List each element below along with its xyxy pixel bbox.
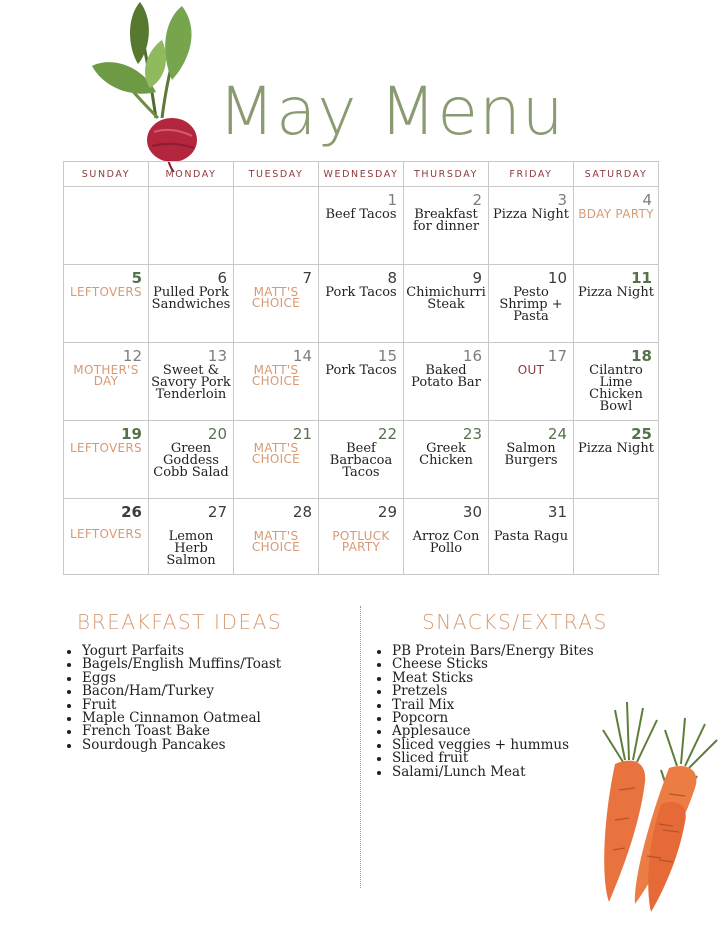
list-item: Meat Sticks	[374, 672, 594, 685]
day-cell	[64, 265, 149, 343]
day-number: 5	[131, 269, 142, 287]
meal-text: LEFTOVERS	[70, 285, 142, 299]
snacks-extras-list	[374, 645, 594, 779]
day-number: 13	[207, 347, 227, 365]
day-cell	[234, 265, 319, 343]
weekday-wednesday: WEDNESDAY	[319, 162, 404, 187]
day-cell	[574, 187, 659, 265]
day-cell	[64, 343, 149, 421]
day-number: 29	[377, 503, 397, 521]
meal-text: MATT'S CHOICE	[251, 529, 301, 554]
day-number: 6	[217, 269, 227, 287]
day-number: 30	[462, 503, 482, 521]
day-number: 2	[472, 191, 482, 209]
day-number: 28	[292, 503, 312, 521]
meal-text: Lemon Herb Salmon	[166, 529, 216, 568]
snacks-extras-heading: SNACKS/EXTRAS	[422, 610, 608, 634]
meal-text: MATT'S CHOICE	[251, 441, 301, 466]
day-number: 26	[121, 503, 142, 521]
day-cell	[574, 343, 659, 421]
meal-text: Green Goddess Cobb Salad	[153, 441, 229, 480]
day-cell	[574, 265, 659, 343]
day-number: 3	[557, 191, 567, 209]
day-cell	[234, 421, 319, 499]
week-row	[64, 421, 659, 499]
list-item: Yogurt Parfaits	[64, 645, 281, 658]
day-number: 23	[462, 425, 482, 443]
day-cell	[489, 499, 574, 575]
day-number: 14	[292, 347, 312, 365]
meal-text: Chimichurri Steak	[406, 285, 486, 312]
meal-text: Beef Barbacoa Tacos	[329, 441, 393, 480]
week-row	[64, 187, 659, 265]
meal-text: Pulled Pork Sandwiches	[151, 285, 231, 312]
day-cell	[234, 499, 319, 575]
day-cell	[404, 343, 489, 421]
list-item: Popcorn	[374, 712, 594, 725]
day-number: 17	[547, 347, 567, 365]
list-item: PB Protein Bars/Energy Bites	[374, 645, 594, 658]
meal-text: Pizza Night	[578, 441, 654, 456]
day-number: 24	[547, 425, 567, 443]
meal-text: Cilantro Lime Chicken Bowl	[589, 363, 643, 414]
day-number: 9	[472, 269, 482, 287]
day-cell	[489, 265, 574, 343]
day-number: 1	[387, 191, 397, 209]
day-cell	[404, 499, 489, 575]
day-cell	[149, 421, 234, 499]
day-cell	[404, 265, 489, 343]
weekday-friday: FRIDAY	[489, 162, 574, 187]
list-item: Bacon/Ham/Turkey	[64, 685, 281, 698]
carrots-illustration	[585, 690, 720, 912]
list-item: French Toast Bake	[64, 725, 281, 738]
meal-text: Pasta Ragu	[493, 529, 569, 544]
day-number: 20	[207, 425, 227, 443]
day-cell	[319, 187, 404, 265]
day-number: 4	[642, 191, 652, 209]
day-cell	[234, 343, 319, 421]
day-cell	[574, 421, 659, 499]
meal-text: POTLUCK PARTY	[332, 529, 390, 554]
calendar-grid	[63, 161, 659, 575]
meal-text: Beef Tacos	[325, 207, 397, 222]
list-item: Trail Mix	[374, 699, 594, 712]
meal-text: LEFTOVERS	[70, 441, 142, 455]
day-number: 21	[292, 425, 312, 443]
list-item: Sliced fruit	[374, 752, 594, 765]
day-cell	[64, 187, 149, 265]
meal-text: Greek Chicken	[419, 441, 473, 468]
meal-text: LEFTOVERS	[70, 527, 142, 541]
meal-text: MATT'S CHOICE	[251, 285, 301, 310]
meal-text: Pork Tacos	[325, 363, 397, 378]
section-divider	[360, 606, 361, 888]
weekday-header-row	[64, 162, 659, 187]
meal-text: Pork Tacos	[325, 285, 397, 300]
meal-text: Pizza Night	[578, 285, 654, 300]
list-item: Pretzels	[374, 685, 594, 698]
day-cell	[149, 187, 234, 265]
day-number: 31	[547, 503, 567, 521]
day-number: 15	[377, 347, 397, 365]
meal-text: Pizza Night	[493, 207, 569, 222]
meal-text: Arroz Con Pollo	[412, 529, 480, 556]
meal-text: BDAY PARTY	[578, 207, 654, 221]
day-cell	[404, 187, 489, 265]
day-cell	[574, 499, 659, 575]
weekday-tuesday: TUESDAY	[234, 162, 319, 187]
list-item: Applesauce	[374, 725, 594, 738]
list-item: Cheese Sticks	[374, 658, 594, 671]
day-cell	[234, 187, 319, 265]
week-row	[64, 265, 659, 343]
page-title: May Menu	[218, 73, 565, 150]
day-number: 18	[631, 347, 652, 365]
meal-text: Sweet & Savory Pork Tenderloin	[151, 363, 231, 402]
list-item: Bagels/English Muffins/Toast	[64, 658, 281, 671]
weekday-monday: MONDAY	[149, 162, 234, 187]
day-cell	[319, 421, 404, 499]
day-cell	[319, 265, 404, 343]
day-cell	[404, 421, 489, 499]
day-cell	[64, 499, 149, 575]
day-cell	[489, 187, 574, 265]
week-row	[64, 499, 659, 575]
day-number: 25	[631, 425, 652, 443]
day-cell	[319, 499, 404, 575]
day-cell	[489, 343, 574, 421]
day-cell	[64, 421, 149, 499]
day-cell	[489, 421, 574, 499]
day-number: 8	[387, 269, 397, 287]
meal-text: Baked Potato Bar	[411, 363, 481, 390]
breakfast-ideas-list	[64, 645, 281, 752]
meal-text: MOTHER'S DAY	[73, 363, 139, 388]
weekday-thursday: THURSDAY	[404, 162, 489, 187]
weekday-sunday: SUNDAY	[64, 162, 149, 187]
day-number: 7	[302, 269, 312, 287]
meal-text: Breakfast for dinner	[412, 207, 480, 234]
day-number: 22	[377, 425, 397, 443]
list-item: Sliced veggies + hummus	[374, 739, 594, 752]
meal-text: Salmon Burgers	[504, 441, 558, 468]
week-row	[64, 343, 659, 421]
list-item: Salami/Lunch Meat	[374, 766, 594, 779]
meal-text: OUT	[517, 363, 545, 377]
list-item: Fruit	[64, 699, 281, 712]
meal-text: Pesto Shrimp + Pasta	[499, 285, 563, 324]
weekday-saturday: SATURDAY	[574, 162, 659, 187]
day-number: 19	[121, 425, 142, 443]
day-cell	[149, 499, 234, 575]
list-item: Eggs	[64, 672, 281, 685]
day-number: 16	[462, 347, 482, 365]
meal-text: MATT'S CHOICE	[251, 363, 301, 388]
day-cell	[149, 265, 234, 343]
breakfast-ideas-heading: BREAKFAST IDEAS	[77, 610, 283, 634]
beet-illustration	[88, 0, 208, 172]
list-item: Maple Cinnamon Oatmeal	[64, 712, 281, 725]
day-number: 11	[631, 269, 652, 287]
day-number: 27	[207, 503, 227, 521]
day-cell	[319, 343, 404, 421]
list-item: Sourdough Pancakes	[64, 739, 281, 752]
day-number: 10	[547, 269, 567, 287]
day-cell	[149, 343, 234, 421]
day-number: 12	[122, 347, 142, 365]
